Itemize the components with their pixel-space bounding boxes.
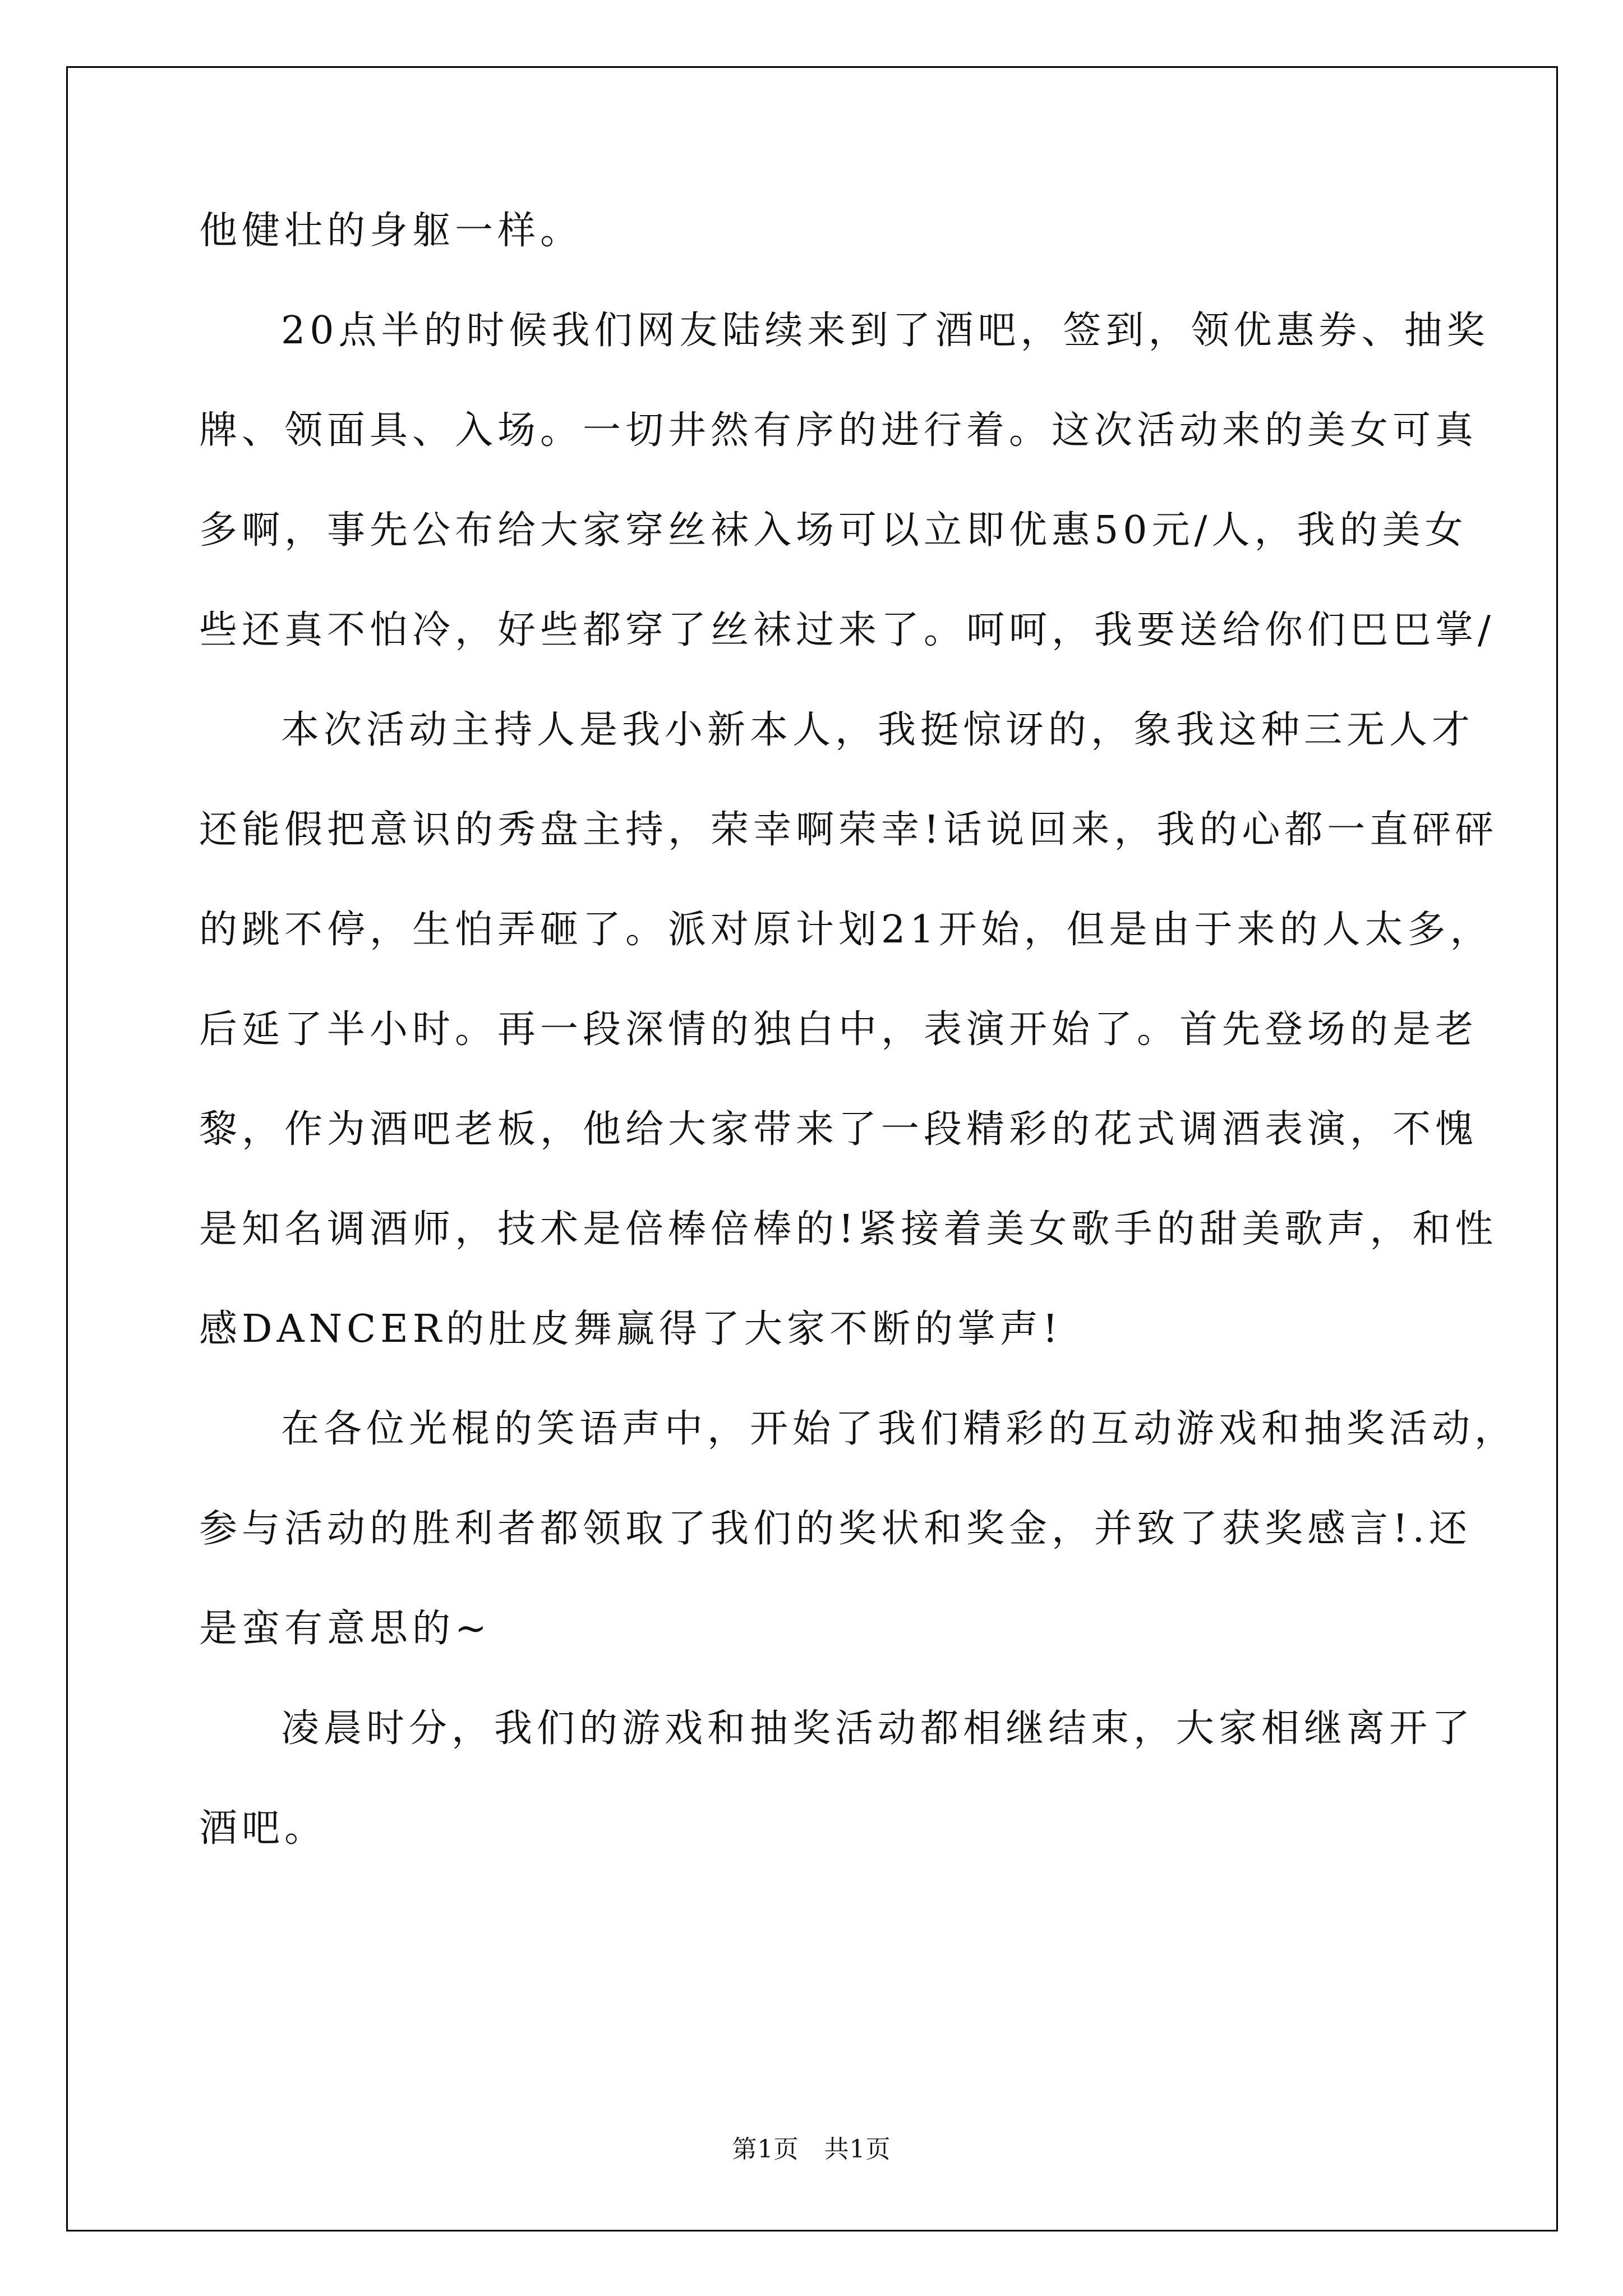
text-line: 还能假把意识的秀盘主持，荣幸啊荣幸!话说回来，我的心都一直砰砰 — [199, 808, 1498, 852]
text-line: 黎，作为酒吧老板，他给大家带来了一段精彩的花式调酒表演，不愧 — [199, 1107, 1478, 1152]
text-line: 多啊，事先公布给大家穿丝袜入场可以立即优惠50元/人，我的美女 — [199, 508, 1468, 553]
text-line: 些还真不怕冷，好些都穿了丝袜过来了。呵呵，我要送给你们巴巴掌/ — [199, 608, 1495, 652]
text-line: 酒吧。 — [199, 1806, 328, 1851]
text-line: 牌、领面具、入场。一切井然有序的进行着。这次活动来的美女可真 — [199, 408, 1478, 453]
text-line: 是蛮有意思的~ — [199, 1607, 491, 1651]
text-line: 在各位光棍的笑语声中，开始了我们精彩的互动游戏和抽奖活动， — [281, 1407, 1518, 1451]
text-line: 是知名调酒师，技术是倍棒倍棒的!紧接着美女歌手的甜美歌声，和性 — [199, 1207, 1498, 1251]
text-line: 20点半的时候我们网友陆续来到了酒吧，签到，领优惠券、抽奖 — [281, 309, 1490, 353]
text-line: 后延了半小时。再一段深情的独白中，表演开始了。首先登场的是老 — [199, 1007, 1478, 1052]
text-line: 凌晨时分，我们的游戏和抽奖活动都相继结束，大家相继离开了 — [281, 1706, 1475, 1751]
text-line: 他健壮的身躯一样。 — [199, 209, 583, 253]
text-line: 参与活动的胜利者都领取了我们的奖状和奖金，并致了获奖感言!.还 — [199, 1507, 1472, 1551]
text-line: 的跳不停，生怕弄砸了。派对原计划21开始，但是由于来的人太多， — [199, 908, 1493, 952]
page-number-footer: 第1页 共1页 — [732, 2135, 891, 2164]
text-line: 感DANCER的肚皮舞赢得了大家不断的掌声! — [199, 1307, 1063, 1351]
text-line: 本次活动主持人是我小新本人，我挺惊讶的，象我这种三无人才 — [281, 708, 1475, 752]
